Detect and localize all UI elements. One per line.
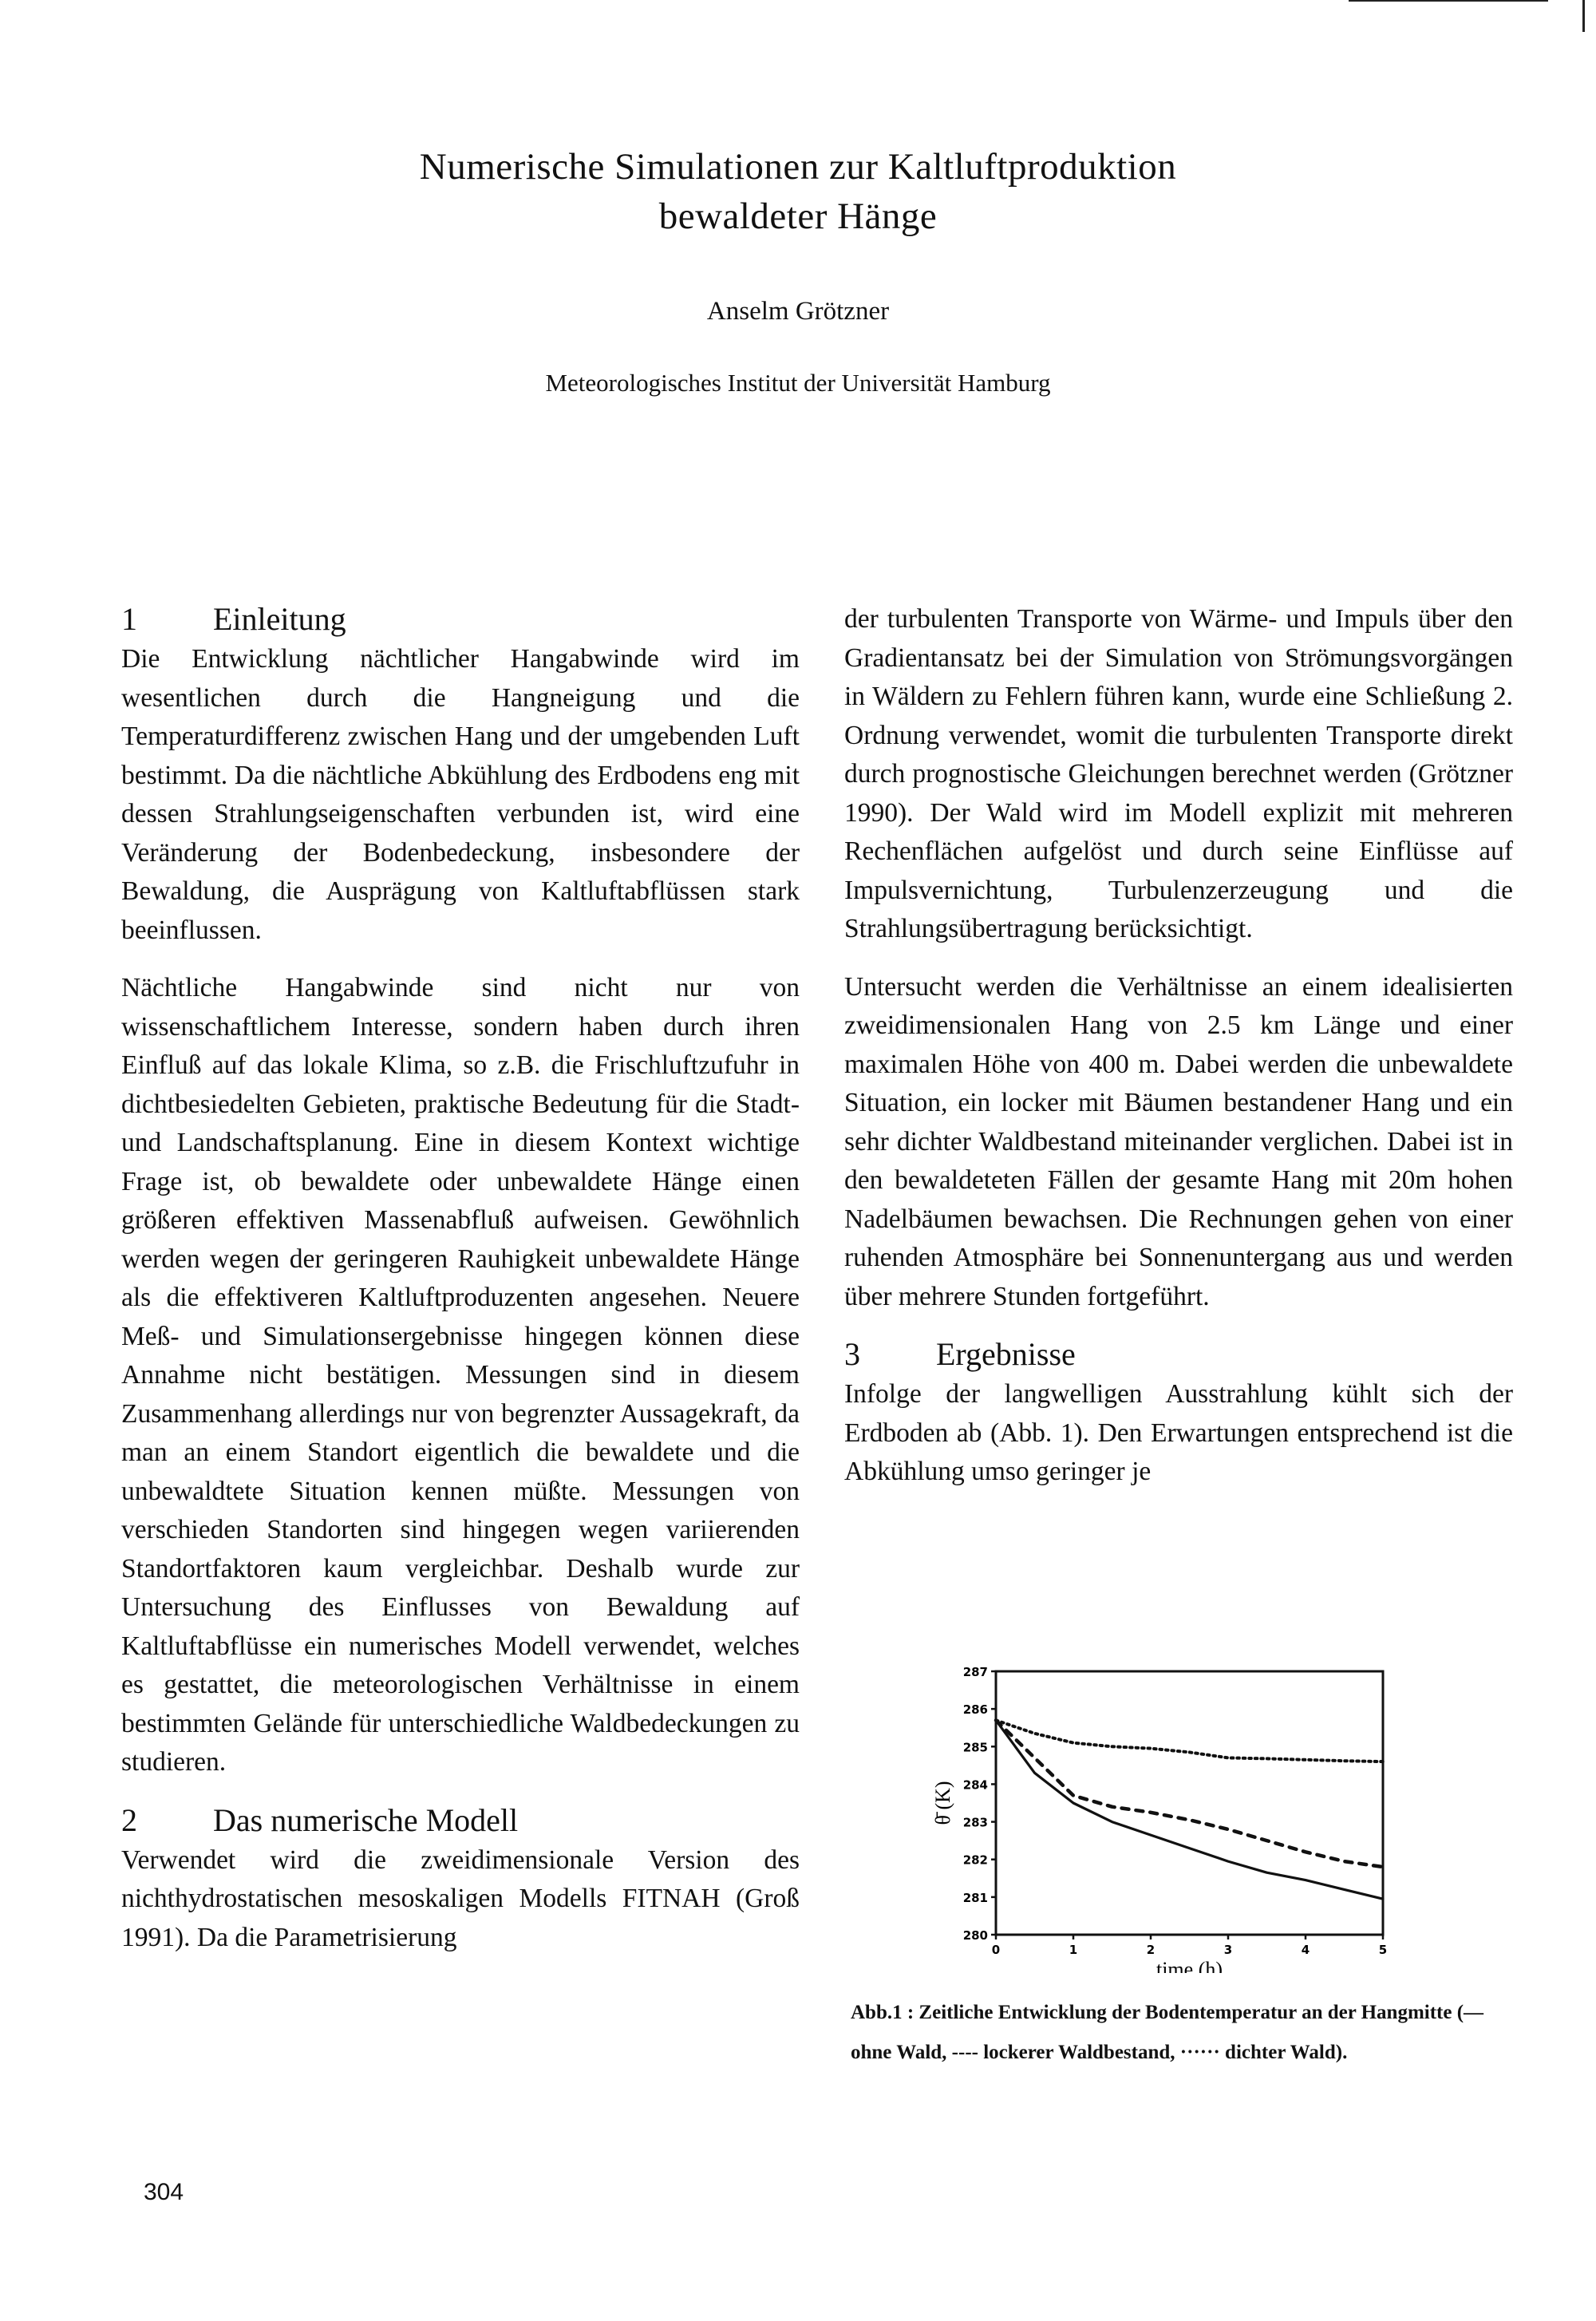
scan-edge-top: [1349, 0, 1548, 2]
page-number: 304: [144, 2179, 184, 2205]
section-title: Das numerische Modell: [213, 1801, 519, 1838]
figure-caption: Abb.1 : Zeitliche Entwicklung der Bodentemperatur an der Hangmitte (— ohne Wald, ---- lockerer Waldbestand, ······ dichter Wald).: [851, 2002, 1484, 2063]
section-heading-2: [121, 1801, 800, 1840]
x-axis-label: time (h): [1156, 1958, 1223, 1973]
left-column: [121, 600, 800, 1976]
paragraph: Nächtliche Hangabwinde sind nicht nur von wissenschaftlichem Interesse, sondern haben durch ihren Einfluß auf das lokale Klima, so z.B. die Frischluftzufuhr in dichtbesiedelten Gebieten, praktische Bedeutung für die Stadt- und Landschaftsplanung. Eine in diesem Kontext wichtige Frage ist, ob bewaldete oder unbewaldete Hänge einen größeren effektiven Massenabfluß aufweisen. Gewöhnlich werden wegen der geringeren Rauhigkeit unbewaldete Hänge als die effektiveren Kaltluftproduzenten angesehen. Neuere Meß- und Simulationsergebnisse hingegen können diese Annahme nicht bestätigen. Messungen sind in diesem Zusammenhang allerdings nur von begrenzter Aussagekraft, da man an einem Standort eigentlich die bewaldete und die unbewaldtete Situation kennen müßte. Messungen von verschieden Standorten sind hingegen wegen variierenden Standortfaktoren kaum vergleichbar. Deshalb wurde zur Untersuchung des Einflusses von Bewaldung auf Kaltluftabflüsse ein numerisches Modell verwendet, welches es gestattet, die meteorologischen Verhältnisse in einem bestimmten Gelände für unterschiedliche Waldbedeckungen zu studieren.: [121, 973, 800, 1777]
scan-edge-right: [1582, 0, 1585, 32]
x-tick-label: 1: [1069, 1943, 1078, 1957]
author: Anselm Grötzner: [706, 297, 890, 326]
y-axis-label: θ̄ (K): [931, 1781, 954, 1825]
paragraph: Verwendet wird die zweidimensionale Version des nichthydrostatischen mesoskaligen Modells FITNAH (Groß 1991). Da die Parametrisierung: [121, 1845, 800, 1952]
line-chart: [892, 1654, 1419, 1973]
paragraph: der turbulenten Transporte von Wärme- und Impuls über den Gradientansatz bei der Simulation von Strömungsvorgängen in Wäldern zu Fehlern führen kann, wurde eine Schließung 2. Ordnung verwendet, womit die turbulenten Transporte direkt durch prognostische Gleichungen berechnet werden (Grötzner 1990). Der Wald wird im Modell explizit mit mehreren Rechenflächen aufgelöst und durch seine Einflüsse auf Impulsvernichtung, Turbulenzerzeugung und die Strahlungsübertragung berücksichtigt.: [844, 604, 1513, 943]
y-tick-label: 285: [962, 1740, 988, 1755]
section-number: 2: [121, 1801, 137, 1838]
x-tick-label: 3: [1223, 1943, 1233, 1957]
y-tick-label: 286: [962, 1702, 988, 1718]
section-number: 3: [844, 1336, 860, 1372]
series-solid-line: [996, 1720, 1383, 1899]
series-dashed-line: [996, 1720, 1383, 1867]
x-tick-label: 0: [991, 1943, 1001, 1957]
section-title: Ergebnisse: [936, 1336, 1076, 1372]
section-heading-3: [844, 1335, 1513, 1374]
section-title: Einleitung: [213, 601, 346, 637]
y-tick-label: 282: [962, 1852, 988, 1868]
x-tick-label: 4: [1301, 1943, 1310, 1957]
paper-title: [0, 142, 1596, 241]
section-number: 1: [121, 601, 137, 637]
x-tick-label: 5: [1378, 1943, 1388, 1957]
paragraph: Die Entwicklung nächtlicher Hangabwinde wird im wesentlichen durch die Hangneigung und die Temperaturdifferenz zwischen Hang und der umgebenden Luft bestimmt. Da die nächtliche Abkühlung des Erdbodens eng mit dessen Strahlungseigenschaften verbunden ist, wird eine Veränderung der Bodenbedeckung, insbesondere der Bewaldung, die Ausprägung von Kaltluftabflüssen stark beeinflussen.: [121, 644, 800, 945]
right-column: [844, 600, 1513, 1511]
figure-soil-temperature-chart: [892, 1654, 1419, 1973]
y-tick-label: 280: [962, 1928, 988, 1943]
y-tick-label: 284: [962, 1777, 988, 1793]
plot-frame: [996, 1671, 1383, 1935]
section-heading-1: [121, 600, 800, 639]
paragraph: Infolge der langwelligen Ausstrahlung kühlt sich der Erdboden ab (Abb. 1). Den Erwartungen entsprechend ist die Abkühlung umso geringer je: [844, 1379, 1513, 1486]
y-tick-label: 287: [962, 1665, 988, 1679]
title-line-2: bewaldeter Hänge: [658, 196, 938, 237]
y-tick-label: 283: [962, 1815, 988, 1830]
title-line-1: Numerische Simulationen zur Kaltluftproduktion: [419, 146, 1177, 188]
affiliation: Meteorologisches Institut der Universität Hamburg: [545, 369, 1051, 397]
paragraph: Untersucht werden die Verhältnisse an einem idealisierten zweidimensionalen Hang von 2.5 km Länge und einer maximalen Höhe von 400 m. Dabei werden die unbewaldete Situation, ein locker mit Bäumen bestandener Hang und ein sehr dichter Waldbestand miteinander verglichen. Dabei ist in den bewaldeteten Fällen der gesamte Hang mit 20m hohen Nadelbäumen bewachsen. Die Rechnungen gehen von einer ruhenden Atmosphäre bei Sonnenuntergang aus und werden über mehrere Stunden fortgeführt.: [844, 971, 1513, 1311]
x-tick-label: 2: [1146, 1943, 1156, 1957]
series-dotted-line: [996, 1720, 1383, 1762]
y-tick-label: 281: [962, 1890, 988, 1905]
